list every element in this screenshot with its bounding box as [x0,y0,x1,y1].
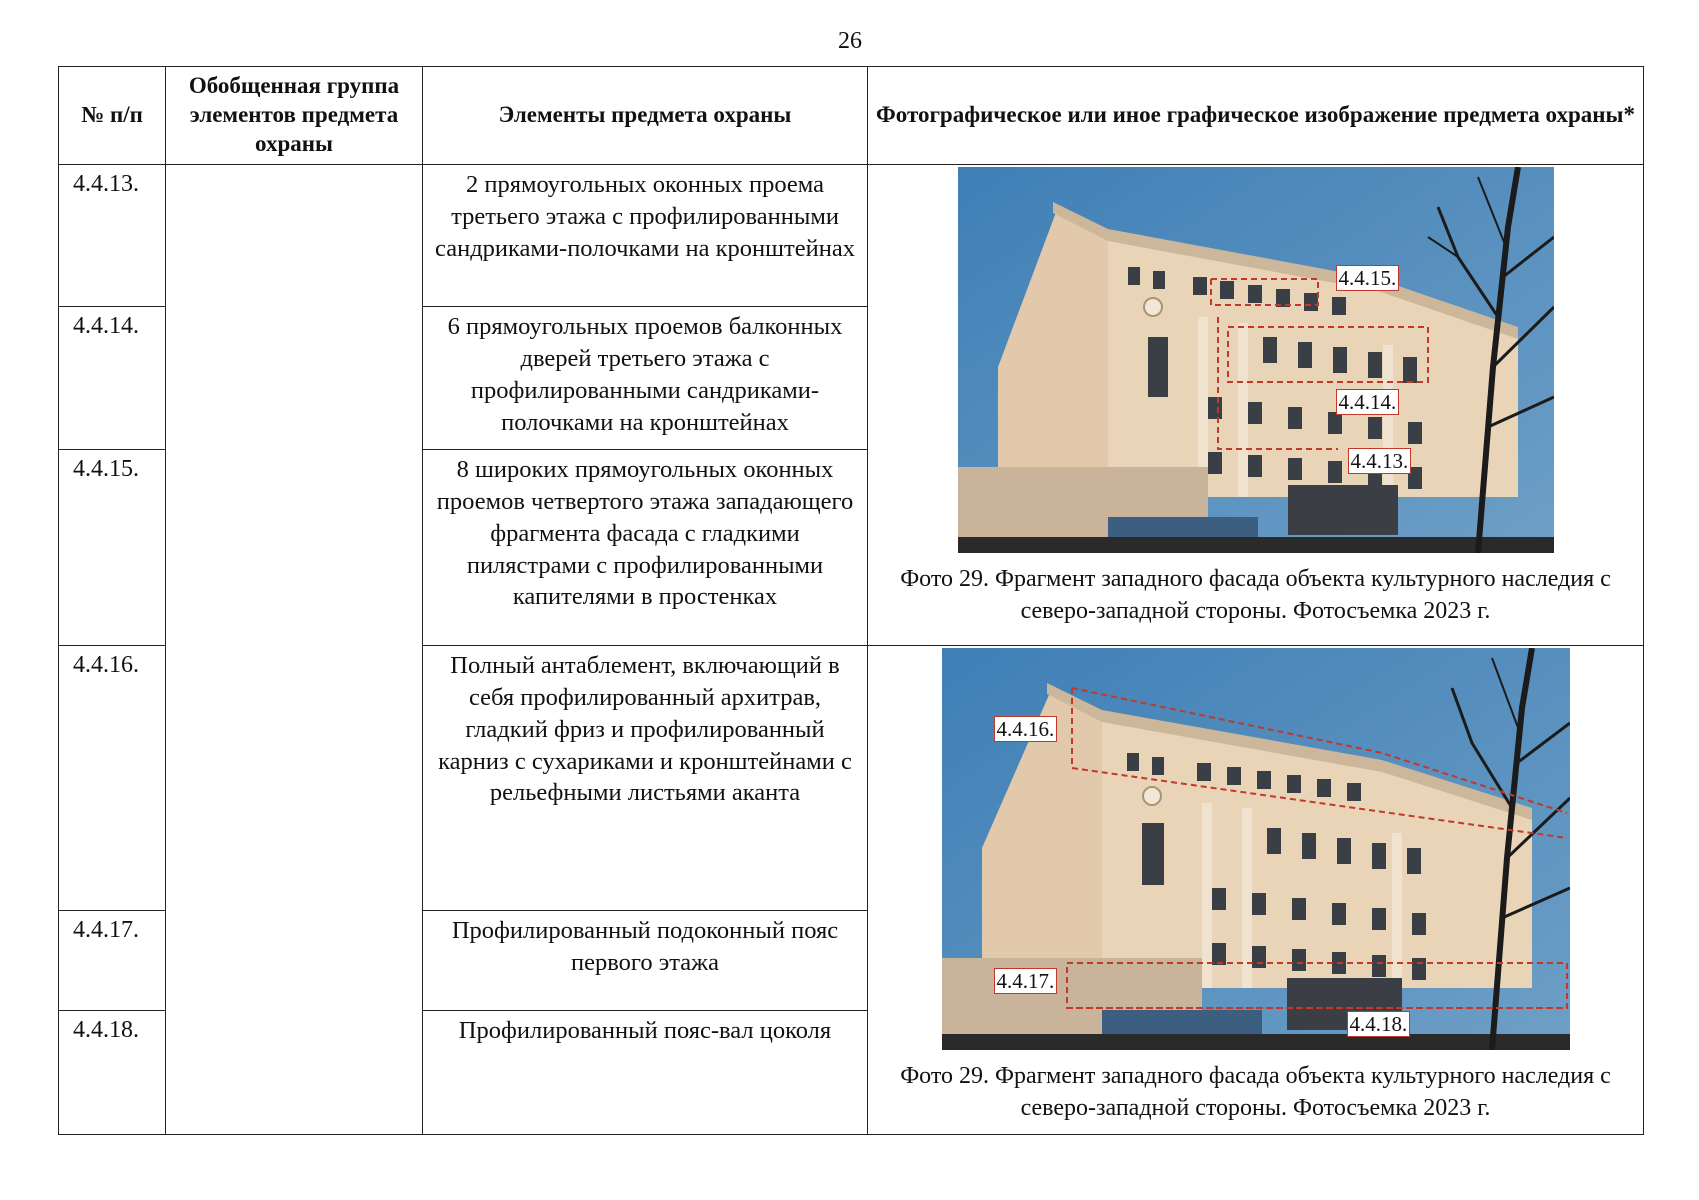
element-description: 8 широких прямоугольных оконных проемов четвертого этажа западающего фрагмента фасада с гладкими пилястрами с профилированными капителями в простенках [423,450,868,646]
photo-label: 4.4.14. [1336,389,1400,415]
element-description: Полный антаблемент, включающий в себя профилированный архитрав, гладкий фриз и профилированный карниз с сухариками и кронштейнами с рельефными листьями аканта [423,646,868,911]
row-number: 4.4.13. [59,165,166,307]
header-image: Фотографическое или иное графическое изображение предмета охраны* [868,67,1644,165]
header-group: Обобщенная группа элементов предмета охраны [166,67,423,165]
facade-photo-1 [958,167,1554,553]
page-number: 26 [838,28,862,54]
table-header-row [59,67,1644,165]
photo-caption: Фото 29. Фрагмент западного фасада объекта культурного наследия с северо-западной стороны. Фотосъемка 2023 г. [900,566,1611,625]
row-number: 4.4.14. [59,307,166,450]
row-number: 4.4.16. [59,646,166,911]
photo-cell-1 [868,165,1644,646]
photo-cell-2 [868,646,1644,1135]
facade-photo-drawing [958,167,1554,553]
row-number: 4.4.15. [59,450,166,646]
photo-label: 4.4.17. [994,968,1058,994]
element-description: 6 прямоугольных проемов балконных дверей третьего этажа с профилированными сандриками-полочками на кронштейнах [423,307,868,450]
row-number: 4.4.17. [59,911,166,1011]
photo-label: 4.4.15. [1336,265,1400,291]
photo-label: 4.4.13. [1348,448,1412,474]
header-num: № п/п [59,67,166,165]
element-description: Профилированный подоконный пояс первого этажа [423,911,868,1011]
photo-label: 4.4.16. [994,716,1058,742]
header-elements: Элементы предмета охраны [423,67,868,165]
protection-table [58,66,1644,1135]
table-row [59,165,1644,307]
group-cell [166,165,423,1135]
facade-photo-2 [942,648,1570,1050]
element-description: Профилированный пояс-вал цоколя [423,1011,868,1135]
row-number: 4.4.18. [59,1011,166,1135]
photo-label: 4.4.18. [1347,1011,1411,1037]
element-description: 2 прямоугольных оконных проема третьего этажа с профилированными сандриками-полочками на кронштейнах [423,165,868,307]
photo-caption: Фото 29. Фрагмент западного фасада объекта культурного наследия с северо-западной стороны. Фотосъемка 2023 г. [900,1063,1611,1122]
